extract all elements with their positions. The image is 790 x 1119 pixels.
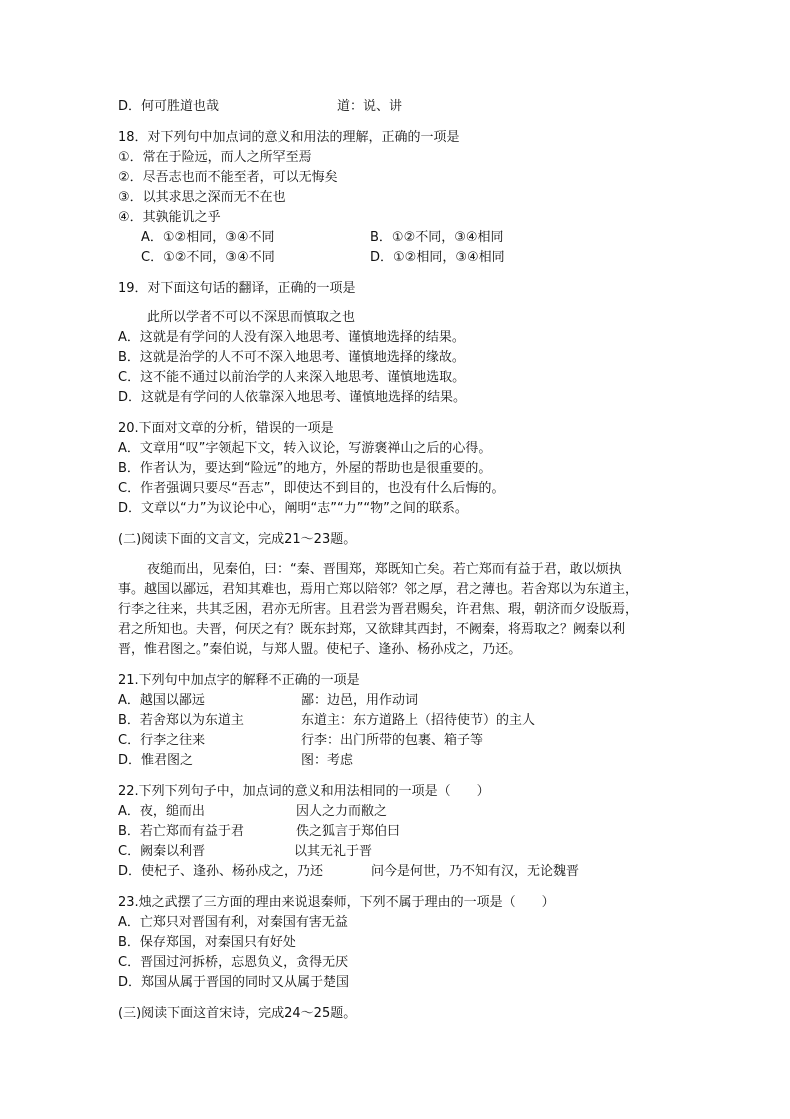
q21-option-a-gloss: 鄙：边邑，用作动词 xyxy=(301,693,419,708)
q18-stem: 18．对下列句中加点词的意义和用法的理解，正确的一项是 xyxy=(118,130,460,145)
q20-option-c: C．作者强调只要尽“吾志”，即使达不到目的，也没有什么后悔的。 xyxy=(118,481,505,496)
passage-line-1: 夜缒而出，见秦伯，曰：“秦、晋围郑，郑既知亡矣。若亡郑而有益于君，敢以烦执 xyxy=(147,562,622,577)
passage-line-4: 君之所知也。夫晋，何厌之有？既东封郑，又欲肆其西封，不阙秦，将焉取之？阙秦以利 xyxy=(118,622,626,637)
q21-option-d: D．惟君图之 xyxy=(118,753,194,768)
q21-option-d-gloss: 图：考虑 xyxy=(301,753,354,768)
q18-item-1: ①．常在于险远，而人之所罕至焉 xyxy=(118,150,312,165)
q20-stem: 20.下面对文章的分析，错误的一项是 xyxy=(118,421,334,436)
q20-option-d: D．文章以“力”为议论中心，阐明“志”“力”“物”之间的联系。 xyxy=(118,501,468,516)
q19-stem: 19．对下面这句话的翻译，正确的一项是 xyxy=(118,281,356,296)
q21-option-b-gloss: 东道主：东方道路上（招待使节）的主人 xyxy=(301,713,536,728)
q21-option-b: B．若舍郑以为东道主 xyxy=(118,713,244,728)
passage-line-3: 行李之往来，共其乏困，君亦无所害。且君尝为晋君赐矣，许君焦、瑕，朝济而夕设版焉， xyxy=(118,602,639,617)
q19-quote: 此所以学者不可以不深思而慎取之也 xyxy=(147,310,356,325)
q18-item-3: ③．以其求思之深而无不在也 xyxy=(118,190,286,205)
q18-option-d: D．①②相同，③④相同 xyxy=(370,250,505,265)
q23-stem: 23.烛之武摆了三方面的理由来说退秦师，下列不属于理由的一项是（ ） xyxy=(118,895,555,910)
q23-option-b: B．保存郑国，对秦国只有好处 xyxy=(118,935,296,950)
q21-option-c: C．行李之往来 xyxy=(118,733,206,748)
q19-option-d: D．这就是有学问的人依靠深入地思考、谨慎地选择的结果。 xyxy=(118,390,467,405)
q22-option-d-compare: 问今是何世，乃不知有汉，无论魏晋 xyxy=(371,864,580,879)
q22-option-a: A．夜，缒而出 xyxy=(118,804,205,819)
section-2-heading: (二)阅读下面的文言文，完成21～23题。 xyxy=(118,532,357,547)
q18-item-4: ④．其孰能讥之乎 xyxy=(118,210,221,225)
q23-option-c: C．晋国过河拆桥，忘恩负义，贪得无厌 xyxy=(118,955,349,970)
q23-option-d: D．郑国从属于晋国的同时又从属于楚国 xyxy=(118,975,350,990)
q18-option-a: A．①②相同，③④不同 xyxy=(141,230,275,245)
q21-option-a: A．越国以鄙远 xyxy=(118,693,205,708)
passage-line-2: 事。越国以鄙远，君知其难也，焉用亡郑以陪邻？邻之厚，君之薄也。若舍郑以为东道主， xyxy=(118,582,639,597)
q18-option-b: B．①②不同，③④相同 xyxy=(370,230,504,245)
q17-option-d-gloss: 道：说、讲 xyxy=(337,99,403,114)
q22-option-d: D．使杞子、逢孙、杨孙戍之，乃还 xyxy=(118,864,324,879)
q18-option-c: C．①②不同，③④不同 xyxy=(141,250,275,265)
q20-option-b: B．作者认为，要达到“险远”的地方，外屋的帮助也是很重要的。 xyxy=(118,461,492,476)
q19-option-b: B．这就是治学的人不可不深入地思考、谨慎地选择的缘故。 xyxy=(118,350,465,365)
q19-option-a: A．这就是有学问的人没有深入地思考、谨慎地选择的结果。 xyxy=(118,330,465,345)
q22-option-b-compare: 佚之狐言于郑伯曰 xyxy=(296,824,401,839)
q22-option-c: C．阙秦以利晋 xyxy=(118,844,206,859)
q21-stem: 21.下列句中加点字的解释不正确的一项是 xyxy=(118,673,360,688)
q19-option-c: C．这不能不通过以前治学的人来深入地思考、谨慎地选取。 xyxy=(118,370,466,385)
q21-option-c-gloss: 行李：出门所带的包裹、箱子等 xyxy=(301,733,484,748)
q22-option-a-compare: 因人之力而敝之 xyxy=(296,804,388,819)
section-3-heading: (三)阅读下面这首宋诗，完成24～25题。 xyxy=(118,1006,357,1021)
q22-stem: 22.下列下列句子中，加点词的意义和用法相同的一项是（ ） xyxy=(118,784,490,799)
q20-option-a: A．文章用“叹”字领起下文，转入议论，写游褒禅山之后的心得。 xyxy=(118,441,492,456)
passage-line-5: 晋，惟君图之。”秦伯说，与郑人盟。使杞子、逢孙、杨孙戍之，乃还。 xyxy=(118,642,522,657)
q22-option-b: B．若亡郑而有益于君 xyxy=(118,824,244,839)
q23-option-a: A．亡郑只对晋国有利，对秦国有害无益 xyxy=(118,915,348,930)
q22-option-c-compare: 以其无礼于晋 xyxy=(294,844,373,859)
q17-option-d: D．何可胜道也哉 xyxy=(118,99,220,114)
q18-item-2: ②．尽吾志也而不能至者，可以无悔矣 xyxy=(118,170,338,185)
